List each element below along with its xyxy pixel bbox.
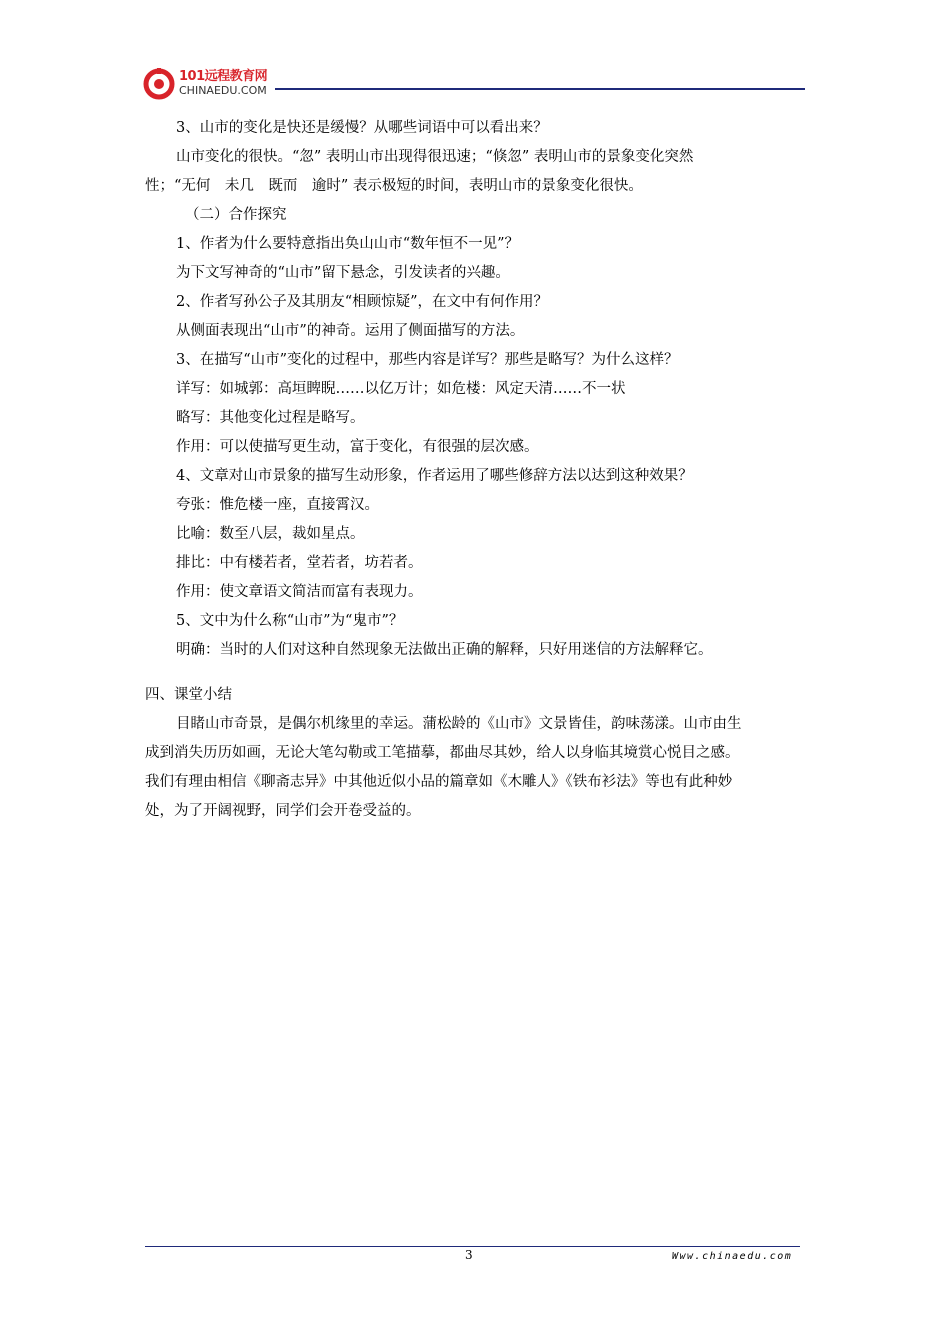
- answer-line: 略写：其他变化过程是略写。: [176, 410, 365, 426]
- question-line: 1、作者为什么要特意指出奂山山市“数年恒不一见”？: [176, 236, 520, 252]
- answer-line: 夸张：惟危楼一座，直接霄汉。: [176, 497, 379, 513]
- summary-line: 成到消失历历如画，无论大笔勾勒或工笔描摹，都曲尽其妙，给人以身临其境赏心悦目之感。: [145, 745, 740, 761]
- section-spacer: [145, 665, 810, 681]
- footer-rule: [145, 1246, 800, 1247]
- answer-line: 作用：可以使描写更生动，富于变化，有很强的层次感。: [176, 439, 539, 455]
- chinaedu-logo-icon: [143, 68, 175, 100]
- summary-line: 目睹山市奇景，是偶尔机缘里的幸运。蒲松龄的《山市》文景皆佳，韵味荡漾。山市由生: [176, 716, 742, 732]
- page-header: [143, 66, 805, 106]
- answer-line: 山市变化的很快。“忽” 表明山市出现得很迅速；“倏忽” 表明山市的景象变化突然: [176, 149, 694, 165]
- summary-line: 我们有理由相信《聊斋志异》中其他近似小品的篇章如《木雕人》《铁布衫法》等也有此种妙: [145, 774, 733, 790]
- answer-line: 为下文写神奇的“山市”留下悬念，引发读者的兴趣。: [176, 265, 510, 281]
- answer-line-continued: 性；“无何 未几 既而 逾时” 表示极短的时间，表明山市的景象变化很快。: [145, 178, 643, 194]
- document-body: [145, 114, 810, 826]
- footer-url: Www.chinaedu.com: [672, 1251, 793, 1262]
- answer-line: 详写：如城郭：高垣睥睨……以亿万计；如危楼：风定天清……不一状: [176, 381, 626, 397]
- logo-en-text: CHINAEDU.COM: [179, 84, 267, 97]
- answer-line: 排比：中有楼若者，堂若者，坊若者。: [176, 555, 423, 571]
- answer-line: 从侧面表现出“山市”的神奇。运用了侧面描写的方法。: [176, 323, 525, 339]
- question-line: 3、在描写“山市”变化的过程中，那些内容是详写？那些是略写？为什么这样？: [176, 352, 679, 368]
- section-title: 四、课堂小结: [145, 687, 232, 703]
- question-line: 5、文中为什么称“山市”为“鬼市”？: [176, 613, 404, 629]
- logo-cn-text: 101远程教育网: [179, 69, 268, 84]
- header-rule: [275, 88, 805, 90]
- question-line: 3、山市的变化是快还是缓慢？从哪些词语中可以看出来？: [176, 120, 548, 136]
- question-line: 2、作者写孙公子及其朋友“相顾惊疑”，在文中有何作用？: [176, 294, 549, 310]
- page-number: 3: [465, 1248, 473, 1262]
- question-line: 4、文章对山市景象的描写生动形象，作者运用了哪些修辞方法以达到这种效果？: [176, 468, 693, 484]
- logo-wordmark: [179, 70, 267, 97]
- answer-line: 作用：使文章语文简洁而富有表现力。: [176, 584, 423, 600]
- answer-line: 比喻：数至八层，裁如星点。: [176, 526, 365, 542]
- answer-line: 明确：当时的人们对这种自然现象无法做出正确的解释，只好用迷信的方法解释它。: [176, 642, 713, 658]
- summary-line: 处，为了开阔视野，同学们会开卷受益的。: [145, 803, 421, 819]
- subsection-title: （二）合作探究: [185, 207, 287, 223]
